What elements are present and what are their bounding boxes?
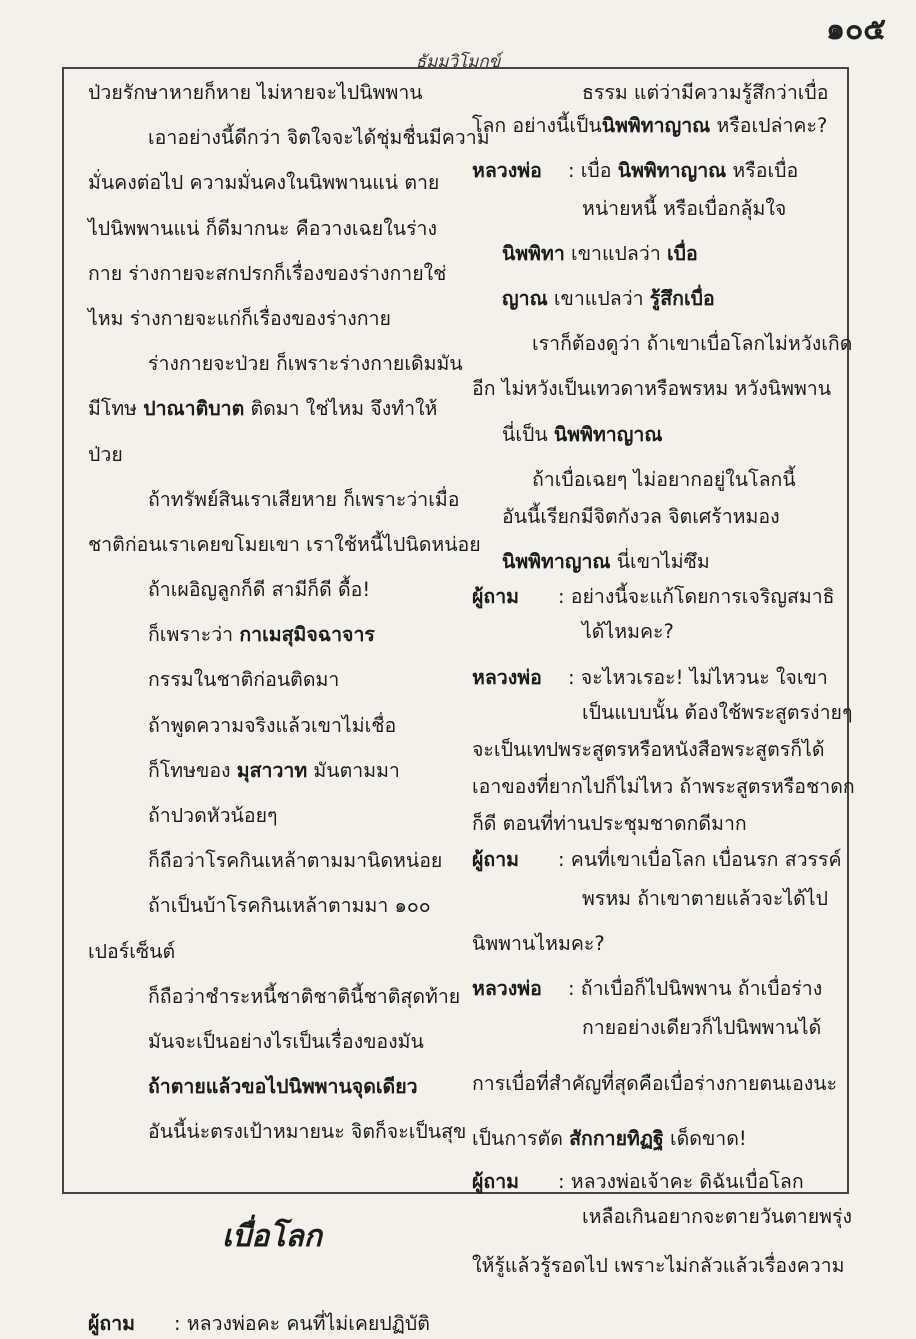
running-header: ธัมมวิโมกข์ (415, 52, 501, 72)
text-line: เป็นแบบนั้น ต้องใช้พระสูตรง่ายๆ (582, 700, 853, 724)
question-line (88, 1308, 456, 1339)
text-line: เอาของที่ยากไปก็ไม่ไหว ถ้าพระสูตรหรือชาดก (472, 775, 855, 799)
text-line: ถ้าทรัพย์สินเราเสียหาย ก็เพราะว่าเมื่อ (148, 487, 460, 511)
speaker-label: หลวงพ่อ (472, 665, 542, 689)
text-line: ถ้าเป็นบ้าโรคกินเหล้าตามมา ๑๐๐ (148, 894, 431, 918)
text-run: เป็นการตัด (472, 1126, 570, 1150)
text-line: การเบื่อที่สำคัญที่สุดคือเบื่อร่างกายตนเองนะ (472, 1071, 838, 1095)
text-run: : หลวงพ่อเจ้าคะ ดิฉันเบื่อโลก (558, 1169, 804, 1193)
question-line (472, 581, 836, 612)
term-bold: ญาณ (502, 286, 548, 310)
text-line: นิพพานไหมคะ? (472, 931, 605, 955)
text-run: : ถ้าเบื่อก็ไปนิพพาน ถ้าเบื่อร่าง (568, 977, 823, 1001)
text-run: หรือเบื่อ (726, 159, 799, 183)
text-run: : เบื่อ (568, 159, 618, 183)
text-run: : คนที่เขาเบื่อโลก เบื่อนรก สวรรค์ (558, 847, 842, 871)
text-line: เปอร์เซ็นต์ (88, 939, 176, 963)
speaker-label: ผู้ถาม (472, 847, 520, 871)
speaker-label: ผู้ถาม (88, 1311, 136, 1335)
text-run: โลก อย่างนี้เป็น (472, 114, 602, 138)
text-line: ป่วยรักษาหายก็หาย ไม่หายจะไปนิพพาน (88, 81, 423, 104)
speaker-label: หลวงพ่อ (472, 977, 542, 1001)
text-line: หน่ายหนี้ หรือเบื่อกลุ้มใจ (582, 196, 787, 220)
speaker-label: หลวงพ่อ (472, 159, 542, 183)
text-line (472, 238, 836, 269)
answer-line (472, 973, 836, 1004)
text-run: : จะไหวเรอะ! ไม่ไหวนะ ใจเขา (568, 665, 828, 689)
text-line (472, 419, 836, 450)
text-run: เขาแปลว่า (547, 286, 650, 310)
text-line: จะเป็นเทปพระสูตรหรือหนังสือพระสูตรก็ได้ (472, 738, 825, 761)
text-run: ก็โทษของ (148, 758, 237, 782)
text-line-bold: ถ้าตายแล้วขอไปนิพพานจุดเดียว (148, 1075, 418, 1099)
text-line: เราก็ต้องดูว่า ถ้าเขาเบื่อโลกไม่หวังเกิด (532, 332, 853, 356)
text-run: มันตามมา (307, 758, 400, 782)
text-line: ไหม ร่างกายจะแก่ก็เรื่องของร่างกาย (88, 306, 391, 330)
text-line: เอาอย่างนี้ดีกว่า จิตใจจะได้ชุ่มชื่นมีความ (148, 126, 490, 150)
term-bold: สักกายทิฏฐิ (569, 1126, 664, 1150)
text-line: ร่างกายจะป่วย ก็เพราะร่างกายเดิมมัน (148, 352, 463, 376)
page-frame (62, 67, 855, 1335)
section-title: เบื่อโลก (222, 1218, 322, 1254)
text-line: มั่นคงต่อไป ความมั่นคงในนิพพานแน่ ตาย (88, 171, 440, 195)
text-line (472, 110, 836, 141)
text-line (472, 1123, 836, 1154)
text-line: มันจะเป็นอย่างไรเป็นเรื่องของมัน (148, 1029, 424, 1053)
text-line: อันนี้น่ะตรงเป้าหมายนะ จิตก็จะเป็นสุข (148, 1120, 467, 1144)
text-line: พรหม ถ้าเขาตายแล้วจะได้ไป (582, 886, 828, 910)
answer-line (472, 155, 836, 186)
text-line (88, 619, 456, 650)
text-run: ก็เพราะว่า (148, 623, 240, 647)
text-run: หรือเปล่าคะ? (710, 114, 828, 138)
text-run: : หลวงพ่อคะ คนที่ไม่เคยปฏิบัติ (174, 1311, 430, 1335)
text-line (88, 755, 456, 786)
text-line: กายอย่างเดียวก็ไปนิพพานได้ (582, 1016, 822, 1040)
text-run: เขาแปลว่า (564, 241, 667, 265)
term-bold: กาเมสุมิจฉาจาร (239, 623, 375, 647)
term-bold: นิพพิทาญาณ (553, 422, 663, 446)
question-line (472, 1166, 836, 1197)
text-line: อีก ไม่หวังเป็นเทวดาหรือพรหม หวังนิพพาน (472, 377, 832, 401)
text-line: ก็ดี ตอนที่ท่านประชุมชาดกดีมาก (472, 812, 747, 836)
text-line: ถ้าเบื่อเฉยๆ ไม่อยากอยู่ในโลกนี้ (532, 467, 796, 491)
text-line: ถ้าเผอิญลูกก็ดี สามีก็ดี ดื้อ! (148, 578, 371, 602)
text-run: ติดมา ใช่ไหม จึงทำให้ (244, 397, 438, 421)
term-bold: ปาณาติบาต (143, 397, 245, 421)
text-line (88, 393, 456, 424)
term-bold: นิพพิทาญาณ (617, 159, 727, 183)
question-line (472, 844, 842, 875)
text-line: กาย ร่างกายจะสกปรกก็เรื่องของร่างกายใช่ (88, 261, 447, 285)
page-number: ๑๐๕ (825, 12, 886, 47)
text-line: ถ้าปวดหัวน้อยๆ (148, 804, 278, 827)
term-bold: มุสาวาท (236, 758, 308, 782)
text-line: ธรรม แต่ว่ามีความรู้สึกว่าเบื่อ (582, 81, 829, 104)
text-line (472, 546, 836, 577)
text-line: ถ้าพูดความจริงแล้วเขาไม่เชื่อ (148, 713, 397, 737)
answer-line (472, 662, 836, 693)
text-line: อันนี้เรียกมีจิตกังวล จิตเศร้าหมอง (502, 504, 780, 528)
text-line: ชาติก่อนเราเคยขโมยเขา เราใช้หนี้ไปนิดหน่อย (88, 532, 481, 556)
text-line: ให้รู้แล้วรู้รอดไป เพราะไม่กลัวแล้วเรื่องความ (472, 1254, 845, 1278)
term-bold: เบื่อ (666, 241, 698, 265)
text-run: เด็ดขาด! (663, 1126, 747, 1150)
text-line: เหลือเกินอยากจะตายวันตายพรุ่ง (582, 1205, 852, 1229)
text-run: นี่เขาไม่ซึม (610, 550, 710, 574)
text-line: ก็ถือว่าโรคกินเหล้าตามมานิดหน่อย (148, 849, 443, 873)
text-line: ไปนิพพานแน่ ก็ดีมากนะ คือวางเฉยในร่าง (88, 216, 438, 240)
term-bold: รู้สึกเบื่อ (649, 286, 715, 310)
left-column (88, 77, 490, 1339)
speaker-label: ผู้ถาม (472, 585, 520, 609)
text-run: : อย่างนี้จะแก้โดยการเจริญสมาธิ (558, 585, 835, 609)
text-line (472, 283, 836, 314)
text-line: ก็ถือว่าชำระหนี้ชาติชาตินี้ชาติสุดท้าย (148, 984, 461, 1008)
term-bold: นิพพิทา (502, 241, 565, 265)
speaker-label: ผู้ถาม (472, 1169, 520, 1193)
right-column (472, 77, 855, 1281)
text-line: ป่วย (88, 442, 123, 466)
text-line: ได้ไหมคะ? (582, 620, 674, 644)
term-bold: นิพพิทาญาณ (601, 114, 711, 138)
term-bold: นิพพิทาญาณ (502, 550, 611, 574)
text-run: มีโทษ (88, 397, 144, 421)
text-line: กรรมในชาติก่อนติดมา (148, 668, 340, 692)
text-run: นี่เป็น (502, 422, 554, 446)
